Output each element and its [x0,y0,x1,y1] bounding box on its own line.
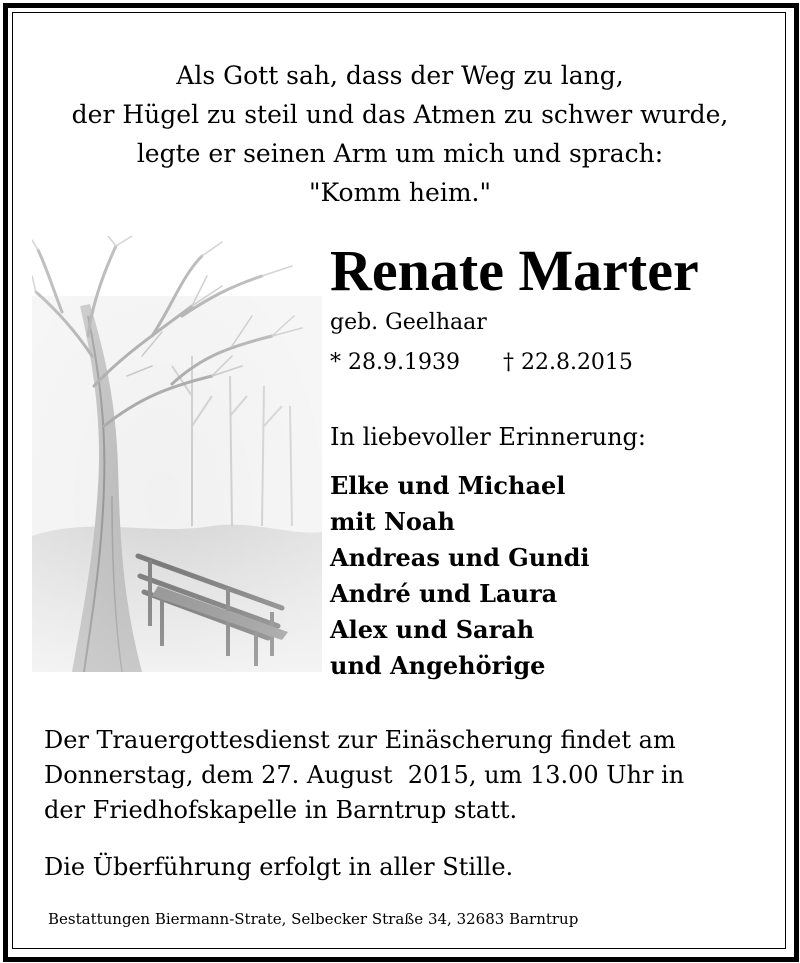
deceased-name: Renate Marter [330,238,699,303]
mourner: Andreas und Gundi [330,543,590,572]
memory-line: In liebevoller Erinnerung: [330,423,646,451]
poem-line: "Komm heim." [309,178,491,207]
poem-line: Als Gott sah, dass der Weg zu lang, [176,61,624,90]
transfer-note: Die Überführung erfolgt in aller Stille. [44,853,514,881]
mourner: und Angehörige [330,651,546,680]
birth-date: * 28.9.1939 [330,350,460,375]
life-dates [330,350,633,375]
service-line: Donnerstag, dem 27. August 2015, um 13.00 Uhr in [44,761,685,789]
mourner: mit Noah [330,507,455,536]
mourners-list [330,468,590,684]
poem [0,56,800,212]
death-date: † 22.8.2015 [502,350,633,375]
service-announcement [44,723,684,828]
poem-line: der Hügel zu steil und das Atmen zu schwer wurde, [71,100,729,129]
service-line: der Friedhofskapelle in Barntrup statt. [44,796,518,824]
tree-and-bench-icon [32,236,322,672]
mourner: Elke und Michael [330,471,566,500]
funeral-home-address: Bestattungen Biermann-Strate, Selbecker Straße 34, 32683 Barntrup [48,910,579,928]
mourner: Alex und Sarah [330,615,535,644]
mourner: André und Laura [330,579,558,608]
birth-name: geb. Geelhaar [330,310,487,335]
service-line: Der Trauergottesdienst zur Einäscherung findet am [44,726,676,754]
poem-line: legte er seinen Arm um mich und sprach: [136,139,664,168]
